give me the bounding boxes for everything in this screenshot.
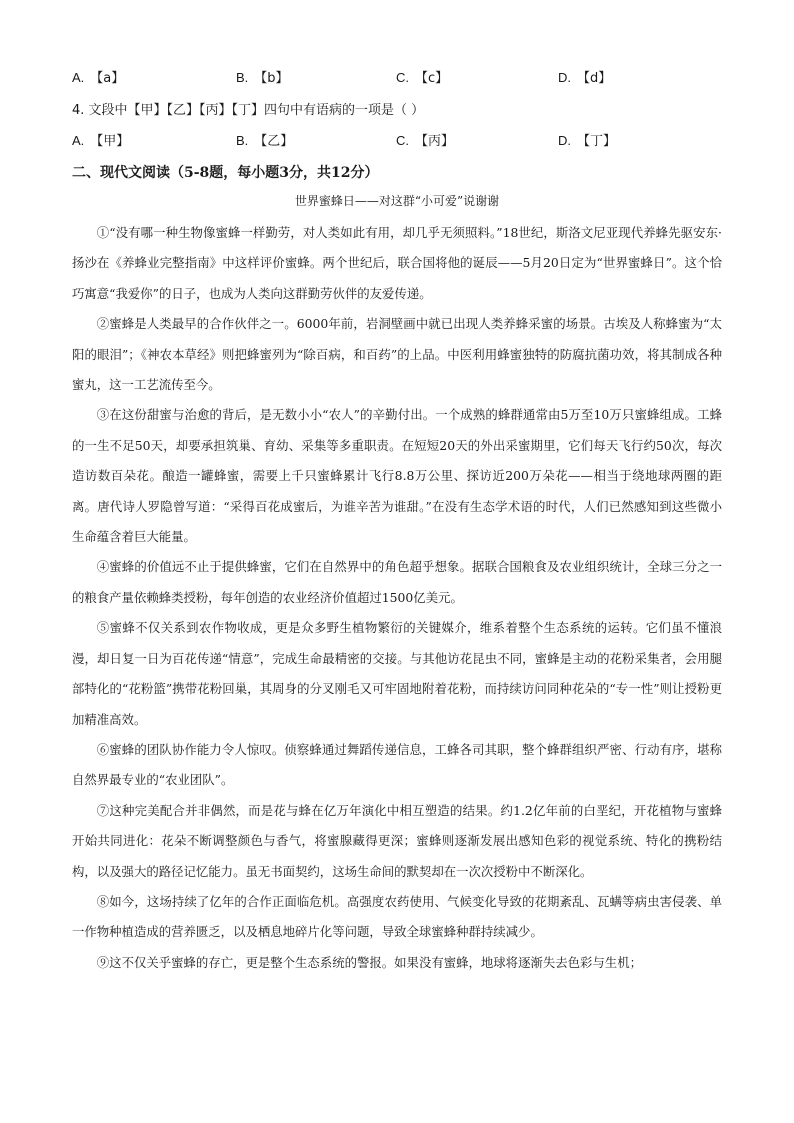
paragraph: ②蜜蜂是人类最早的合作伙伴之一。6000年前，岩洞壁画中就已出现人类养蜂采蜜的场景。古埃及人称蜂蜜为“太阳的眼泪”；《神农本草经》则把蜂蜜列为“除百病，和百药”的上品。中医利用蜂蜜独特的防腐抗菌功效，将其制成各种蜜丸，这一工艺流传至今。 [72,316,722,393]
option-b: B. 【b】 [236,70,289,86]
paragraph: ③在这份甜蜜与治愈的背后，是无数小小“农人”的辛勤付出。一个成熟的蜂群通常由5万至10万只蜜蜂组成。工蜂的一生不足50天，却要承担筑巢、育幼、采集等多重职责。在短短20天的外出采蜜期里，它们每天飞行约50次，每次造访数百朵花。酿造一罐蜂蜜，需要上千只蜜蜂累计飞行8.8万公里、探访近200万朵花——相当于绕地球两圈的距离。唐代诗人罗隐曾写道：“采得百花成蜜后，为谁辛苦为谁甜。”在没有生态学术语的时代，人们已然感知到这些微小生命蕴含着巨大能量。 [72,407,722,545]
paragraph: ⑨这不仅关乎蜜蜂的存亡，更是整个生态系统的警报。如果没有蜜蜂，地球将逐渐失去色彩与生机； [96,954,642,970]
article-title: 世界蜜蜂日——对这群“小可爱”说谢谢 [294,194,500,208]
option-c: C. 【丙】 [396,133,455,149]
option-a: A. 【甲】 [72,133,130,149]
option-d: D. 【丁】 [558,133,617,149]
section-heading: 二、现代文阅读（5-8题，每小题3分，共12分） [72,165,379,181]
paragraph: ①“没有哪一种生物像蜜蜂一样勤劳，对人类如此有用，却几乎无须照料。”18世纪，斯洛文尼亚现代养蜂先驱安东·扬沙在《养蜂业完整指南》中这样评价蜜蜂。两个世纪后，联合国将他的诞辰——5月20日定为“世界蜜蜂日”。这个恰巧寓意“我爱你”的日子，也成为人类向这群勤劳伙伴的友爱传递。 [72,225,722,301]
paragraph: ⑦这种完美配合并非偶然，而是花与蜂在亿万年演化中相互塑造的结果。约1.2亿年前的白垩纪，开花植物与蜜蜂开始共同进化：花朵不断调整颜色与香气，将蜜腺藏得更深；蜜蜂则逐渐发展出感知色彩的视觉系统、特化的携粉结构，以及强大的路径记忆能力。虽无书面契约，这场生命间的默契却在一次次授粉中不断深化。 [72,802,722,879]
question-4-options [72,130,722,152]
option-a: A. 【a】 [72,70,125,86]
option-c: C. 【c】 [396,70,449,86]
paragraph: ⑤蜜蜂不仅关系到农作物收成，更是众多野生植物繁衍的关键媒介，维系着整个生态系统的运转。它们虽不懂浪漫，却日复一日为百花传递“情意”，完成生命最精密的交接。与其他访花昆虫不同，蜜蜂是主动的花粉采集者，会用腿部特化的“花粉篮”携带花粉回巢，其周身的分叉刚毛又可牢固地附着花粉，而持续访问同种花朵的“专一性”则让授粉更加精准高效。 [72,620,722,727]
previous-question-options [72,67,722,89]
question-4: 4. 文段中【甲】【乙】【丙】【丁】四句中有语病的一项是（ ） [72,103,425,118]
article-body [72,218,722,978]
paragraph: ⑧如今，这场持续了亿年的合作正面临危机。高强度农药使用、气候变化导致的花期紊乱、瓦螨等病虫害侵袭、单一作物种植造成的营养匮乏，以及栖息地碎片化等问题，导致全球蜜蜂种群持续减少。 [72,893,722,940]
paragraph: ④蜜蜂的价值远不止于提供蜂蜜，它们在自然界中的角色超乎想象。据联合国粮食及农业组织统计，全球三分之一的粮食产量依赖蜂类授粉，每年创造的农业经济价值超过1500亿美元。 [72,559,722,605]
option-d: D. 【d】 [558,70,612,86]
option-b: B. 【乙】 [236,133,294,149]
paragraph: ⑥蜜蜂的团队协作能力令人惊叹。侦察蜂通过舞蹈传递信息，工蜂各司其职，整个蜂群组织严密、行动有序，堪称自然界最专业的“农业团队”。 [72,741,722,788]
